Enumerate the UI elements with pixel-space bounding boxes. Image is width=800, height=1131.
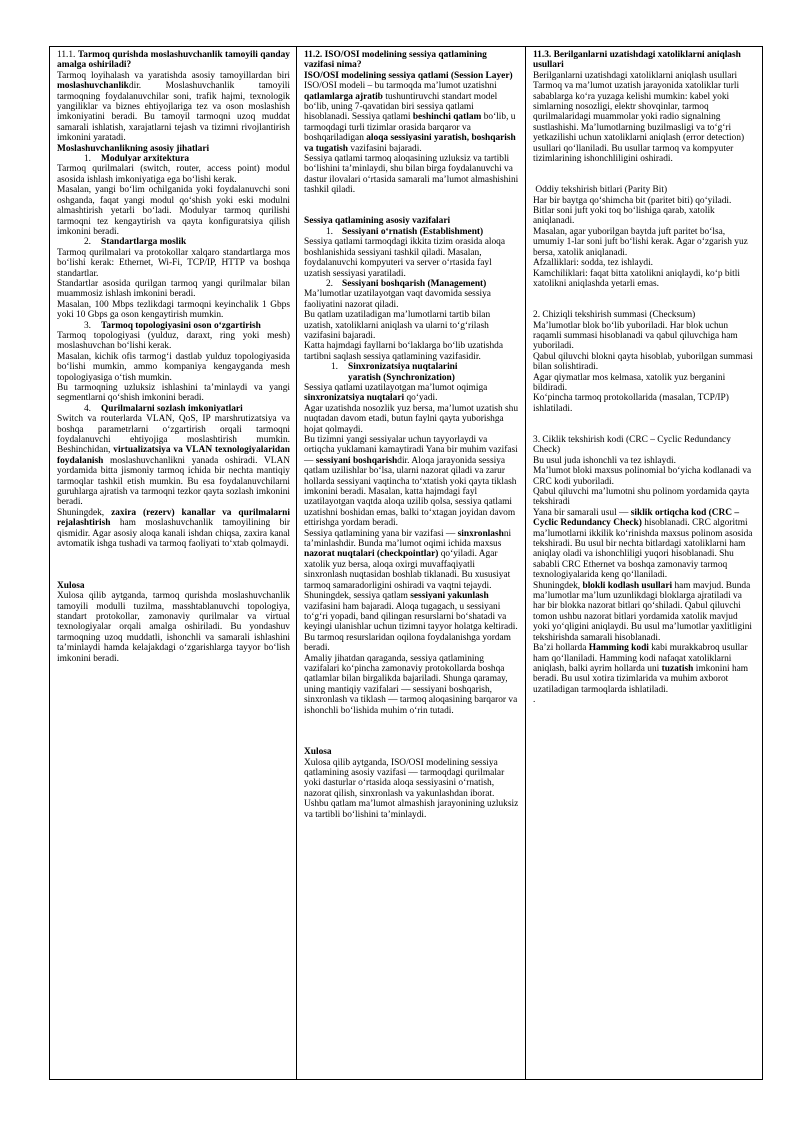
list-item-title-cont: yaratish (Synchronization) [348,372,455,383]
paragraph: Katta hajmdagi fayllarni bo‘laklarga bo‘lib uzatishda tartibni saqlash sessiya qatlamining vazifasidir. [304,341,503,362]
intro-paragraph: Tarmoq loyihalash va yaratishda asosiy tamoyillardan biri moslashuvchanlikdir. Moslashuvchanlik tamoyili tarmoqning foydalanuvchilar soni, trafik hajmi, texnologik yangiliklar va biznes ehtiyojlariga tez va oson moslashish imkoniyatini beradi. Bu tamoyil tarmoqni uzoq muddat samarali ishlatish, xarajatlarni tejash va tizimni rivojlantirish imkonini yaratadi. [57,70,290,144]
paragraph: Bu tizimni yangi sessiyalar uchun tayyorlaydi va ortiqcha yuklamani kamaytiradi Yana bir muhim vazifasi — sessiyani boshqarishdir. Aloqa jarayonida sessiya qatlam uzilishlar bo‘lsa, ularni nazorat qiladi va zarur hollarda sessiyani vaqtincha to‘xtatish yoki qayta tiklash imkonini beradi. Masalan, katta hajmdagi fayl uzatilayotgan vaqtda aloqa uzilib qolsa, sessiya qatlami uzatishni boshidan emas, balki to‘xtagan joyidan davom ettirishga yordam beradi. [304,435,518,529]
paragraph: Har bir baytga qo‘shimcha bit (paritet biti) qo‘yiladi. [533,195,732,206]
list-item: 2. Standartlarga moslik [83,237,187,248]
paragraph: Bu tarmoqning uzluksiz ishlashini ta’minlaydi va yangi segmentlarni qo‘shish imkonini beradi. [57,383,290,404]
paragraph: Switch va routerlarda VLAN, QoS, IP marshrutizatsiya va boshqa parametrlarni o‘zgartirish orqali tarmoqni foydalanuvchi ehtiyojiga moslashtirish mumkin. Beshinchidan, virtualizatsiya va VLAN texnologiyalaridan foydalanish moslashuvchanlikni yanada oshiradi. VLAN yordamida bitta jismoniy tarmoq ichida bir nechta mantiqiy tarmoqlar tashkil etish mumkin. Bu esa foydalanuvchilarni guruhlarga ajratish va tarmoqni tezkor qayta sozlash imkonini beradi. [57,414,290,508]
paragraph: Kamchiliklari: faqat bitta xatolikni aniqlaydi, ko‘p bitli xatolikni aniqlashda yetarli emas. [533,268,740,289]
paragraph: Yana bir samarali usul — siklik ortiqcha kod (CRC – Cyclic Redundancy Check) hisoblanadi. CRC algoritmi ma’lumotlarni ikkilik ko‘rinishda maxsus polinom asosida tekshiradi. Bu usul bir nechta bitlardagi xatoliklarni ham aniqlay oladi va ishonchliligi yuqori hisoblanadi. Shu sababli CRC Ethernet va boshqa zamonaviy tarmoq texnologiyalarida keng qo‘llaniladi. [533,507,753,581]
paragraph: Shuningdek, sessiya qatlam sessiyani yakunlash vazifasini ham bajaradi. Aloqa tugagach, u sessiyani to‘g‘ri yopadi, band qilingan resurslarni bo‘shatadi va keyingi ulanishlar uchun tizimni tayyor holatga keltiradi. Bu tarmoq resurslaridan oqilona foydalanishga yordam beradi. [304,591,518,654]
paragraph: Shuningdek, zaxira (rezerv) kanallar va qurilmalarni rejalashtirish ham moslashuvchanlik tamoyilining bir qismidir. Agar asosiy aloqa kanali ishdan chiqsa, zaxira kanal avtomatik ishga tushadi va tarmoq faoliyati to‘xtab qolmaydi. [57,507,290,550]
paragraph: Tarmoq qurilmalari va protokollar xalqaro standartlarga mos bo‘lishi kerak: Ethernet, Wi-Fi, TCP/IP, HTTP va boshqa standartlar. [57,247,290,279]
paragraph: Bu qatlam uzatiladigan ma’lumotlarni tartib bilan uzatish, xatoliklarni aniqlash va ularni to‘g‘rilash vazifasini bajaradi. [304,310,491,341]
summary-paragraph: Xulosa qilib aytganda, tarmoq qurishda moslashuvchanlik tamoyili modulli tuzilma, masshtablanuvchi topologiya, standart protokollar, zamonaviy qurilmalar va virtual texnologiyalar orqali amalga oshiriladi. Bu yondashuv tarmoqning uzoq muddatli, ishonchli va samarali ishlashini ta’minlaydi hamda kelajakdagi o‘zgarishlarga tayyor bo‘lish imkonini beradi. [57,591,290,664]
paragraph: Sessiya qatlami uzatilayotgan ma’lumot oqimiga sinxronizatsiya nuqtalari qo‘yadi. [304,382,488,404]
summary-heading: Xulosa [304,747,332,758]
paragraph: Ma’lumotlar uzatilayotgan vaqt davomida sessiya faoliyatini nazorat qiladi. [304,289,491,310]
paragraph: Tarmoq qurilmalari (switch, router, access point) modul asosida ishlash imkoniyatiga ega bo‘lishi kerak. [57,164,290,185]
list-item: 1. Modulyar arxitektura [83,154,190,165]
list-item: 1. Sinxronizatsiya nuqtalarini [330,362,458,373]
paragraph: Sessiya qatlami tarmoqdagi ikkita tizim orasida aloqa boshlanishida sessiyani tashkil qiladi. Masalan, foydalanuvchi kompyuteri va server o‘rtasida fayl uzatish sessiyasi yaratiladi. [304,237,505,279]
paragraph: Qabul qiluvchi ma’lumotni shu polinom yordamida qayta tekshiradi [533,487,750,508]
paragraph: Berilganlarni uzatishdagi xatoliklarni aniqlash usullari [533,70,738,81]
list-item: 4. Qurilmalarni sozlash imkoniyatlari [83,403,243,414]
paragraph: Bu usul juda ishonchli va tez ishlaydi. [533,455,676,466]
intro-paragraph: ISO/OSI modeli – bu tarmoqda ma’lumot uzatishni qatlamlarga ajratib tushuntiruvchi standart model bo‘lib, uning 7-qavatidan biri sessiya qatlami hisoblanadi. Sessiya qatlami beshinchi qatlam bo‘lib, u tarmoqdagi turli tizimlar orasida barqaror va boshqariladigan aloqa sessiyasini yaratish, boshqarish va tugatish vazifasini bajaradi. [304,81,516,154]
list-item: 3. Tarmoq topologiyasini oson o‘zgartirish [83,320,261,331]
paragraph: Amaliy jihatdan qaraganda, sessiya qatlamining vazifalari ko‘pincha zamonaviy protokollarda boshqa qatlamlar bilan birgalikda bajariladi. Shunga qaramay, uning mantiqiy vazifalari — sessiyani boshqarish, sinxronlash va tiklash — tarmoq aloqasining barqaror va ishonchli bo‘lishida muhim o‘rin tutadi. [304,653,518,716]
method-heading: 2. Chiziqli tekshirish summasi (Checksum) [533,310,696,321]
paragraph: Sessiya qatlamining yana bir vazifasi — sinxronlashni ta’minlashdir. Bunda ma’lumot oqimi ichida maxsus nazorat nuqtalari (checkpointlar) qo‘yiladi. Agar xatolik yuz bersa, aloqa oxirgi muvaffaqiyatli sinxronlash nuqtasidan boshlab tiklanadi. Bu xususiyat tarmoq samaradorligini oshiradi va vaqtni tejaydi. [304,528,512,591]
paragraph: Masalan, kichik ofis tarmog‘i dastlab yulduz topologiyasida bo‘lishi mumkin, ammo kompaniya kengayganda mesh topologiyasiga o‘tish mumkin. [57,351,290,383]
paragraph: Agar uzatishda nosozlik yuz bersa, ma’lumot uzatish shu nuqtadan davom etadi, butun faylni qayta yuborishga hojat qolmaydi. [304,403,519,435]
list-item: 2. Sessiyani boshqarish (Management) [325,278,487,289]
paragraph: Standartlar asosida qurilgan tarmoq yangi qurilmalar bilan muammosiz ishlash imkonini beradi. [57,278,290,300]
summary-paragraph: Xulosa qilib aytganda, ISO/OSI modelining sessiya qatlamining asosiy vazifasi — tarmoqdagi qurilmalar yoki dasturlar o‘rtasida aloqa sessiyasini o‘rnatish, nazorat qilish, sinxronlash va yakunlashdan iborat. Ushbu qatlam ma’lumot almashish jarayonining uzluksiz va tartibli bo‘lishini ta’minlaydi. [304,757,519,820]
answer-sheet [49,46,763,1080]
summary-heading: Xulosa [57,580,85,591]
list-item: 1. Sessiyani o‘rnatish (Establishment) [325,226,484,237]
column-question-11-1 [50,47,297,1079]
paragraph: Masalan, 100 Mbps tezlikdagi tarmoqni keyinchalik 1 Gbps yoki 10 Gbps ga oson kengaytirish mumkin. [57,299,290,321]
paragraph: Ba’zi hollarda Hamming kodi kabi murakkabroq usullar ham qo‘llaniladi. Hamming kodi nafaqat xatoliklarni aniqlash, balki ayrim hollarda uni tuzatish imkonini ham beradi. Bu usul xotira tizimlarida va muhim axborot uzatiladigan tarmoqlarda ishlatiladi. [533,643,749,695]
paragraph: Ma’lumotlar blok bo‘lib yuboriladi. Har blok uchun raqamli summasi hisoblanadi va qabul qiluvchiga ham yuboriladi. [533,320,738,352]
trailing-dot: . [533,695,536,706]
question-heading: 11.3. Berilganlarni uzatishdagi xatoliklarni aniqlash usullari [533,50,741,71]
question-heading: 11.1. Tarmoq qurishda moslashuvchanlik tamoyili qanday amalga oshiriladi? [57,50,290,71]
paragraph: Bitlar soni juft yoki toq bo‘lishiga qarab, xatolik aniqlanadi. [533,206,715,227]
section-heading: Moslashuvchanlikning asosiy jihatlari [57,143,210,154]
question-heading: 11.2. ISO/OSI modelining sessiya qatlamining vazifasi nima? [304,50,487,71]
paragraph: Ma’lumot bloki maxsus polinomial bo‘yicha kodlanadi va CRC kodi yuboriladi. [533,466,752,487]
paragraph: Afzalliklari: sodda, tez ishlaydi. [533,258,654,269]
paragraph: Masalan, yangi bo‘lim ochilganida yoki foydalanuvchi soni oshganda, faqat yangi modul qo‘shish yoki eski modulni almashtirish yetarli bo‘ladi. Modulyar tarmoq qurilishi tarmoqni tez kengaytirish va qayta konfiguratsiya qilish imkonini beradi. [57,185,290,237]
method-heading: 3. Ciklik tekshirish kodi (CRC – Cyclic Redundancy Check) [533,434,731,456]
paragraph: Agar qiymatlar mos kelmasa, xatolik yuz berganini bildiradi. [533,372,726,393]
section-heading: Sessiya qatlamining asosiy vazifalari [304,216,451,227]
paragraph: Qabul qiluvchi blokni qayta hisoblab, yuborilgan summasi bilan solishtiradi. [533,351,754,373]
paragraph: Masalan, agar yuborilgan baytda juft paritet bo‘lsa, umumiy 1-lar soni juft bo‘lishi kerak. Agar o‘zgarish yuz bersa, xatolik aniqlanadi. [533,226,748,258]
paragraph: Tarmoq va ma’lumot uzatish jarayonida xatoliklar turli sabablarga ko‘ra yuzaga kelishi mumkin: kabel yoki simlarning nosozligi, elektr shovqinlar, tarmoq qurilmalaridagi muammolar yoki radio signalning sustlashishi. Ma’lumotlarning buzilmasligi va to‘g‘ri yetkazilishi uchun xatoliklarni aniqlash (error detection) usullari qo‘llaniladi. Bu usullar tarmoq va kompyuter tizimlarining ishonchliligini oshiradi. [533,81,745,165]
paragraph: Ko‘pincha tarmoq protokollarida (masalan, TCP/IP) ishlatiladi. [533,393,729,414]
sub-heading: ISO/OSI modelining sessiya qatlami (Session Layer) [304,70,513,81]
method-heading: Oddiy tekshirish bitlari (Parity Bit) [533,185,668,196]
column-question-11-3 [526,47,762,1079]
paragraph: Shuningdek, blokli kodlash usullari ham mavjud. Bunda ma’lumotlar ma’lum uzunlikdagi bloklarga ajratiladi va har bir blokka nazorat bitlari qo‘shiladi. Qabul qiluvchi tomon ushbu nazorat bitlari yordamida xatolik mavjud yoki yo‘qligini aniqlaydi. Bu usul ma’lumotlar yaxlitligini tekshirishda samarali hisoblanadi. [533,580,752,643]
paragraph: Sessiya qatlami tarmoq aloqasining uzluksiz va tartibli bo‘lishini ta’minlaydi, shu bilan birga foydalanuvchi va dastur ilovalari o‘rtasida samarali ma’lumot almashishini tashkil qiladi. [304,154,519,196]
paragraph: Tarmoq topologiyasi (yulduz, daraxt, ring yoki mesh) moslashuvchan bo‘lishi kerak. [57,330,290,352]
column-question-11-2 [297,47,526,1079]
